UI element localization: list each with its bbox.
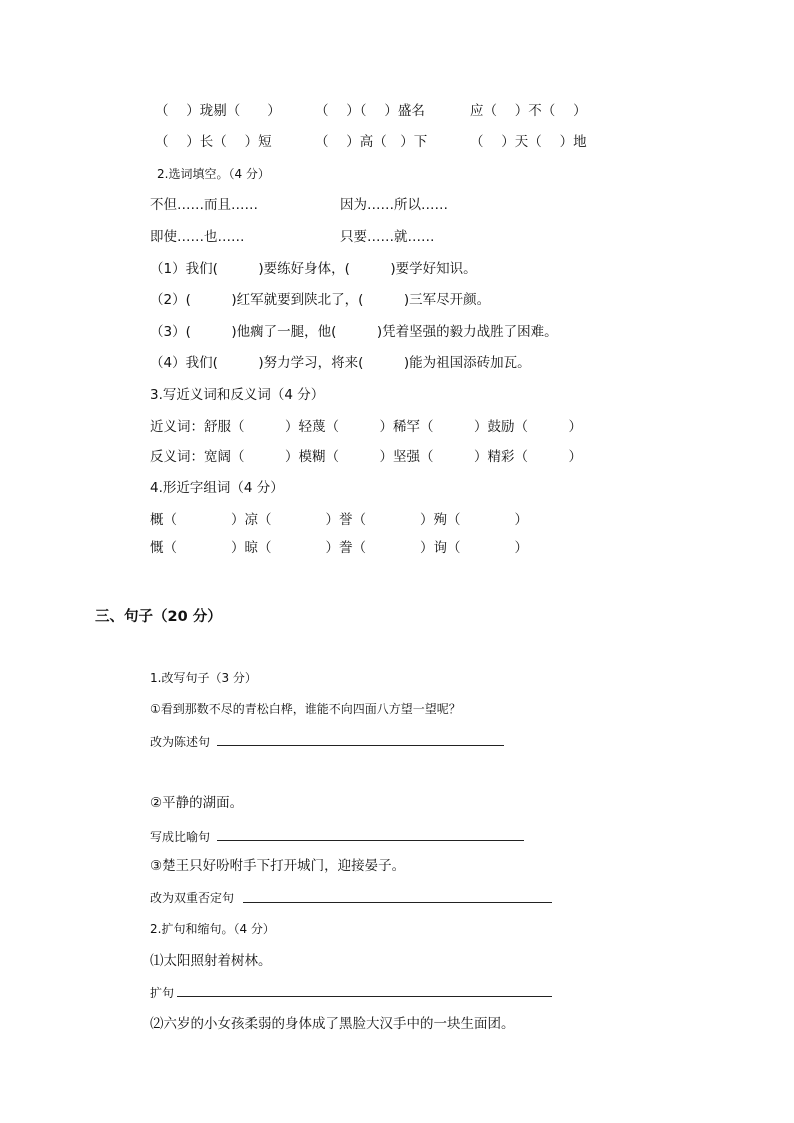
question-title: 1.改写句子（3 分） bbox=[150, 671, 257, 685]
answer-line[interactable] bbox=[217, 840, 524, 841]
word-option: 不但……而且…… bbox=[150, 197, 258, 213]
question-item: （2）( )红军就要到陕北了，( )三军尽开颜。 bbox=[150, 292, 491, 308]
fill-blank-item: （ ）长（ ）短 bbox=[155, 134, 272, 150]
question-item: （3）( )他瘸了一腿，他( )凭着坚强的毅力战胜了困难。 bbox=[150, 324, 558, 340]
question-title: 4.形近字组词（4 分） bbox=[150, 480, 284, 496]
question-item: （4）我们( )努力学习，将来( )能为祖国添砖加瓦。 bbox=[150, 355, 531, 371]
answer-prompt: 扩句 bbox=[150, 986, 175, 1000]
question-title: 3.写近义词和反义词（4 分） bbox=[150, 387, 325, 403]
question-title: 2.扩句和缩句。（4 分） bbox=[150, 922, 275, 936]
question-item: （1）我们( )要练好身体，( )要学好知识。 bbox=[150, 261, 477, 277]
question-item: ②平静的湖面。 bbox=[150, 795, 244, 811]
fill-blank-item: （ ）高（ ）下 bbox=[315, 134, 428, 150]
fill-blank-item: （ ）珑剔（ ） bbox=[155, 103, 281, 119]
synonym-row: 近义词：舒服（ ）轻蔑（ ）稀罕（ ）鼓励（ ） bbox=[150, 419, 582, 435]
antonym-row: 反义词：宽阔（ ）模糊（ ）坚强（ ）精彩（ ） bbox=[150, 449, 582, 465]
similar-char-row: 慨（ ）晾（ ）誊（ ）询（ ） bbox=[150, 540, 528, 556]
section-heading: 三、句子（20 分） bbox=[95, 609, 222, 625]
fill-blank-item: （ ）（ ）盛名 bbox=[315, 103, 425, 119]
fill-blank-item: （ ）天（ ）地 bbox=[470, 134, 587, 150]
word-option: 即使……也…… bbox=[150, 229, 245, 245]
fill-blank-item: 应（ ）不（ ） bbox=[470, 103, 587, 119]
question-title: 2.选词填空。（4 分） bbox=[157, 167, 270, 181]
answer-line[interactable] bbox=[217, 745, 504, 746]
question-item: ③楚王只好吩咐手下打开城门，迎接晏子。 bbox=[150, 858, 406, 874]
word-option: 因为……所以…… bbox=[340, 197, 448, 213]
question-item: ⑴太阳照射着树林。 bbox=[150, 953, 272, 969]
answer-line[interactable] bbox=[177, 996, 552, 997]
similar-char-row: 概（ ）凉（ ）誉（ ）殉（ ） bbox=[150, 512, 528, 528]
question-item: ⑵六岁的小女孩柔弱的身体成了黑脸大汉手中的一块生面团。 bbox=[150, 1016, 515, 1032]
answer-line[interactable] bbox=[243, 902, 552, 903]
question-item: ①看到那数不尽的青松白桦，谁能不向四面八方望一望呢？ bbox=[150, 702, 461, 716]
answer-prompt: 写成比喻句 bbox=[150, 830, 211, 844]
answer-prompt: 改为双重否定句 bbox=[150, 891, 235, 905]
answer-prompt: 改为陈述句 bbox=[150, 735, 211, 749]
word-option: 只要……就…… bbox=[340, 229, 435, 245]
